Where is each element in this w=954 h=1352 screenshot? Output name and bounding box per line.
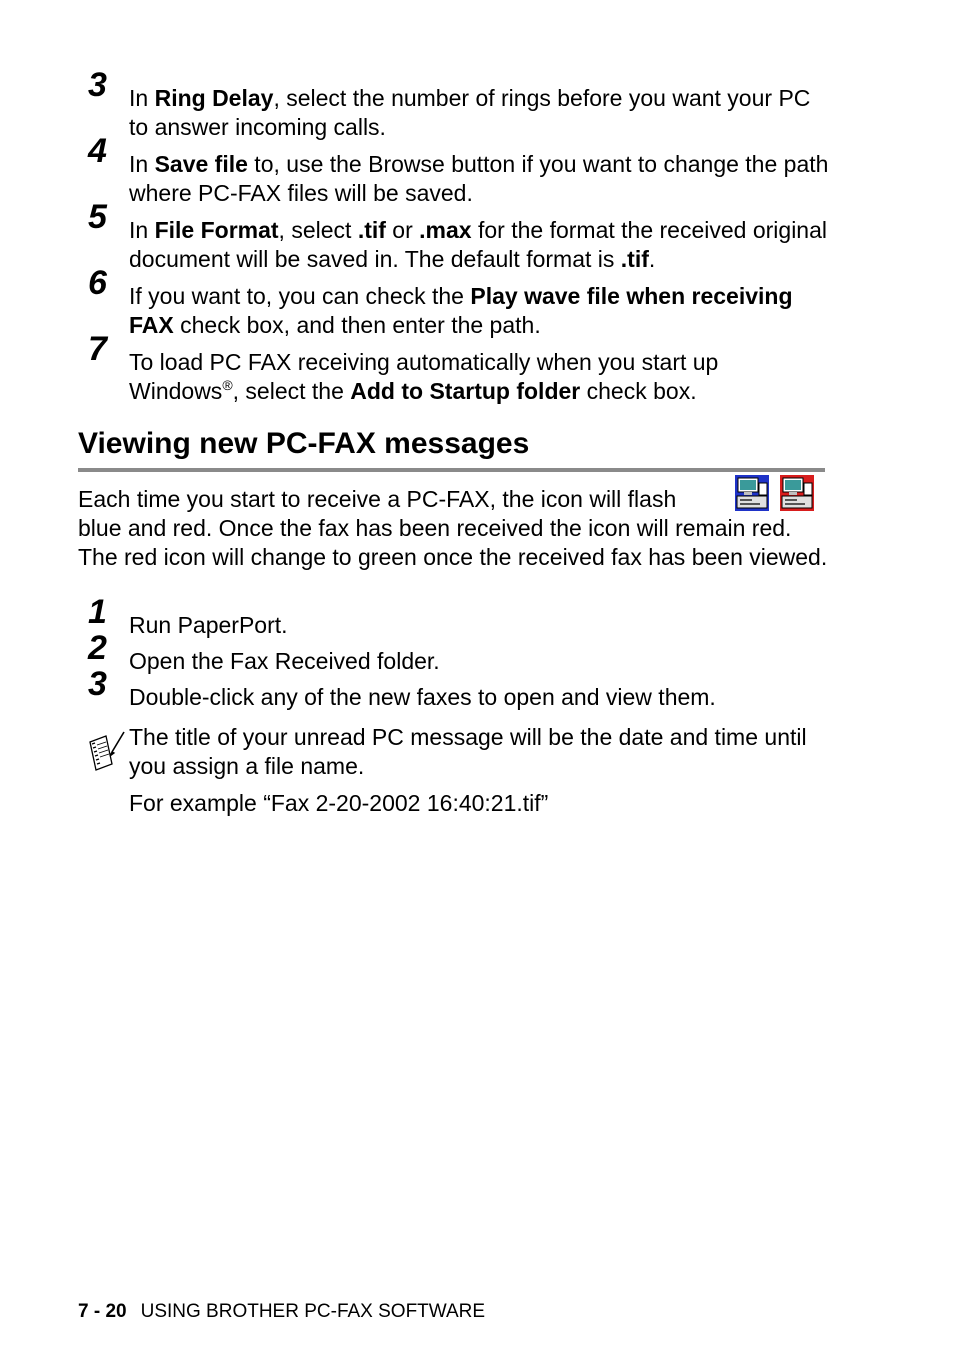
text-run: In bbox=[129, 217, 155, 243]
step-text bbox=[129, 647, 829, 676]
step-text bbox=[129, 683, 829, 712]
bold-term: Play wave file when receiving FAX bbox=[129, 283, 793, 338]
text-run: , select the number of rings before you want your PC to answer incoming calls. bbox=[129, 85, 811, 140]
text-run: check box, and then enter the path. bbox=[173, 312, 541, 338]
text-run: If you want to, you can check the bbox=[129, 283, 471, 309]
page-footer bbox=[78, 1301, 485, 1323]
step-text bbox=[129, 348, 829, 406]
step-number: 6 bbox=[88, 264, 107, 302]
intro-rest: blue and red. Once the fax has been received the icon will remain red. The red icon will change to green once the received fax has been viewed. bbox=[78, 515, 828, 570]
note-text: The title of your unread PC message will be the date and time until you assign a file name. bbox=[129, 724, 807, 779]
text-run: check box. bbox=[580, 378, 697, 404]
bold-term: .tif bbox=[357, 217, 386, 243]
text-run: . bbox=[648, 246, 656, 272]
text-run: In bbox=[129, 151, 155, 177]
bold-term: Ring Delay bbox=[154, 85, 274, 111]
text-run: or bbox=[385, 217, 420, 243]
step-number: 3 bbox=[88, 665, 107, 703]
step-text bbox=[129, 611, 829, 640]
step-text bbox=[129, 84, 829, 142]
step-number: 1 bbox=[88, 593, 107, 631]
text-run: Double-click any of the new faxes to open and view them. bbox=[129, 684, 716, 710]
text-run: , select the bbox=[232, 378, 351, 404]
text-run: Open the Fax Received folder. bbox=[129, 648, 440, 674]
registered-mark: ® bbox=[222, 377, 233, 393]
bold-term: File Format bbox=[154, 217, 279, 243]
bold-term: Add to Startup folder bbox=[350, 378, 581, 404]
step-number: 7 bbox=[88, 330, 107, 368]
pc-fax-blue-icon bbox=[735, 475, 769, 511]
chapter-title: USING BROTHER PC-FAX SOFTWARE bbox=[140, 1301, 486, 1322]
bold-term: .max bbox=[419, 217, 472, 243]
pc-fax-red-icon bbox=[780, 475, 814, 511]
step-text bbox=[129, 150, 829, 208]
step-number: 2 bbox=[88, 629, 107, 667]
bold-term: .tif bbox=[620, 246, 649, 272]
bold-term: Save file bbox=[154, 151, 248, 177]
heading-rule bbox=[78, 468, 825, 472]
intro-paragraph bbox=[78, 485, 828, 572]
text-run: Run PaperPort. bbox=[129, 612, 288, 638]
note-pad-icon bbox=[86, 730, 126, 772]
text-run: To load PC FAX receiving automatically when you start up Windows bbox=[129, 349, 719, 404]
text-run: to, use the Browse button if you want to change the path where PC-FAX files will be saved. bbox=[129, 151, 829, 206]
step-text bbox=[129, 216, 829, 274]
page-number: 7 - 20 bbox=[78, 1301, 127, 1322]
text-run: , select bbox=[278, 217, 358, 243]
text-run: for the format the received original document will be saved in. The default format is bbox=[129, 217, 827, 272]
step-number: 5 bbox=[88, 198, 107, 236]
step-number: 3 bbox=[88, 66, 107, 104]
section-heading: Viewing new PC-FAX messages bbox=[78, 427, 530, 460]
step-number: 4 bbox=[88, 132, 107, 170]
text-run: In bbox=[129, 85, 155, 111]
step-text bbox=[129, 282, 829, 340]
note-example: For example “Fax 2-20-2002 16:40:21.tif” bbox=[129, 790, 549, 816]
intro-line-1: Each time you start to receive a PC-FAX, the icon will flash bbox=[78, 486, 677, 512]
